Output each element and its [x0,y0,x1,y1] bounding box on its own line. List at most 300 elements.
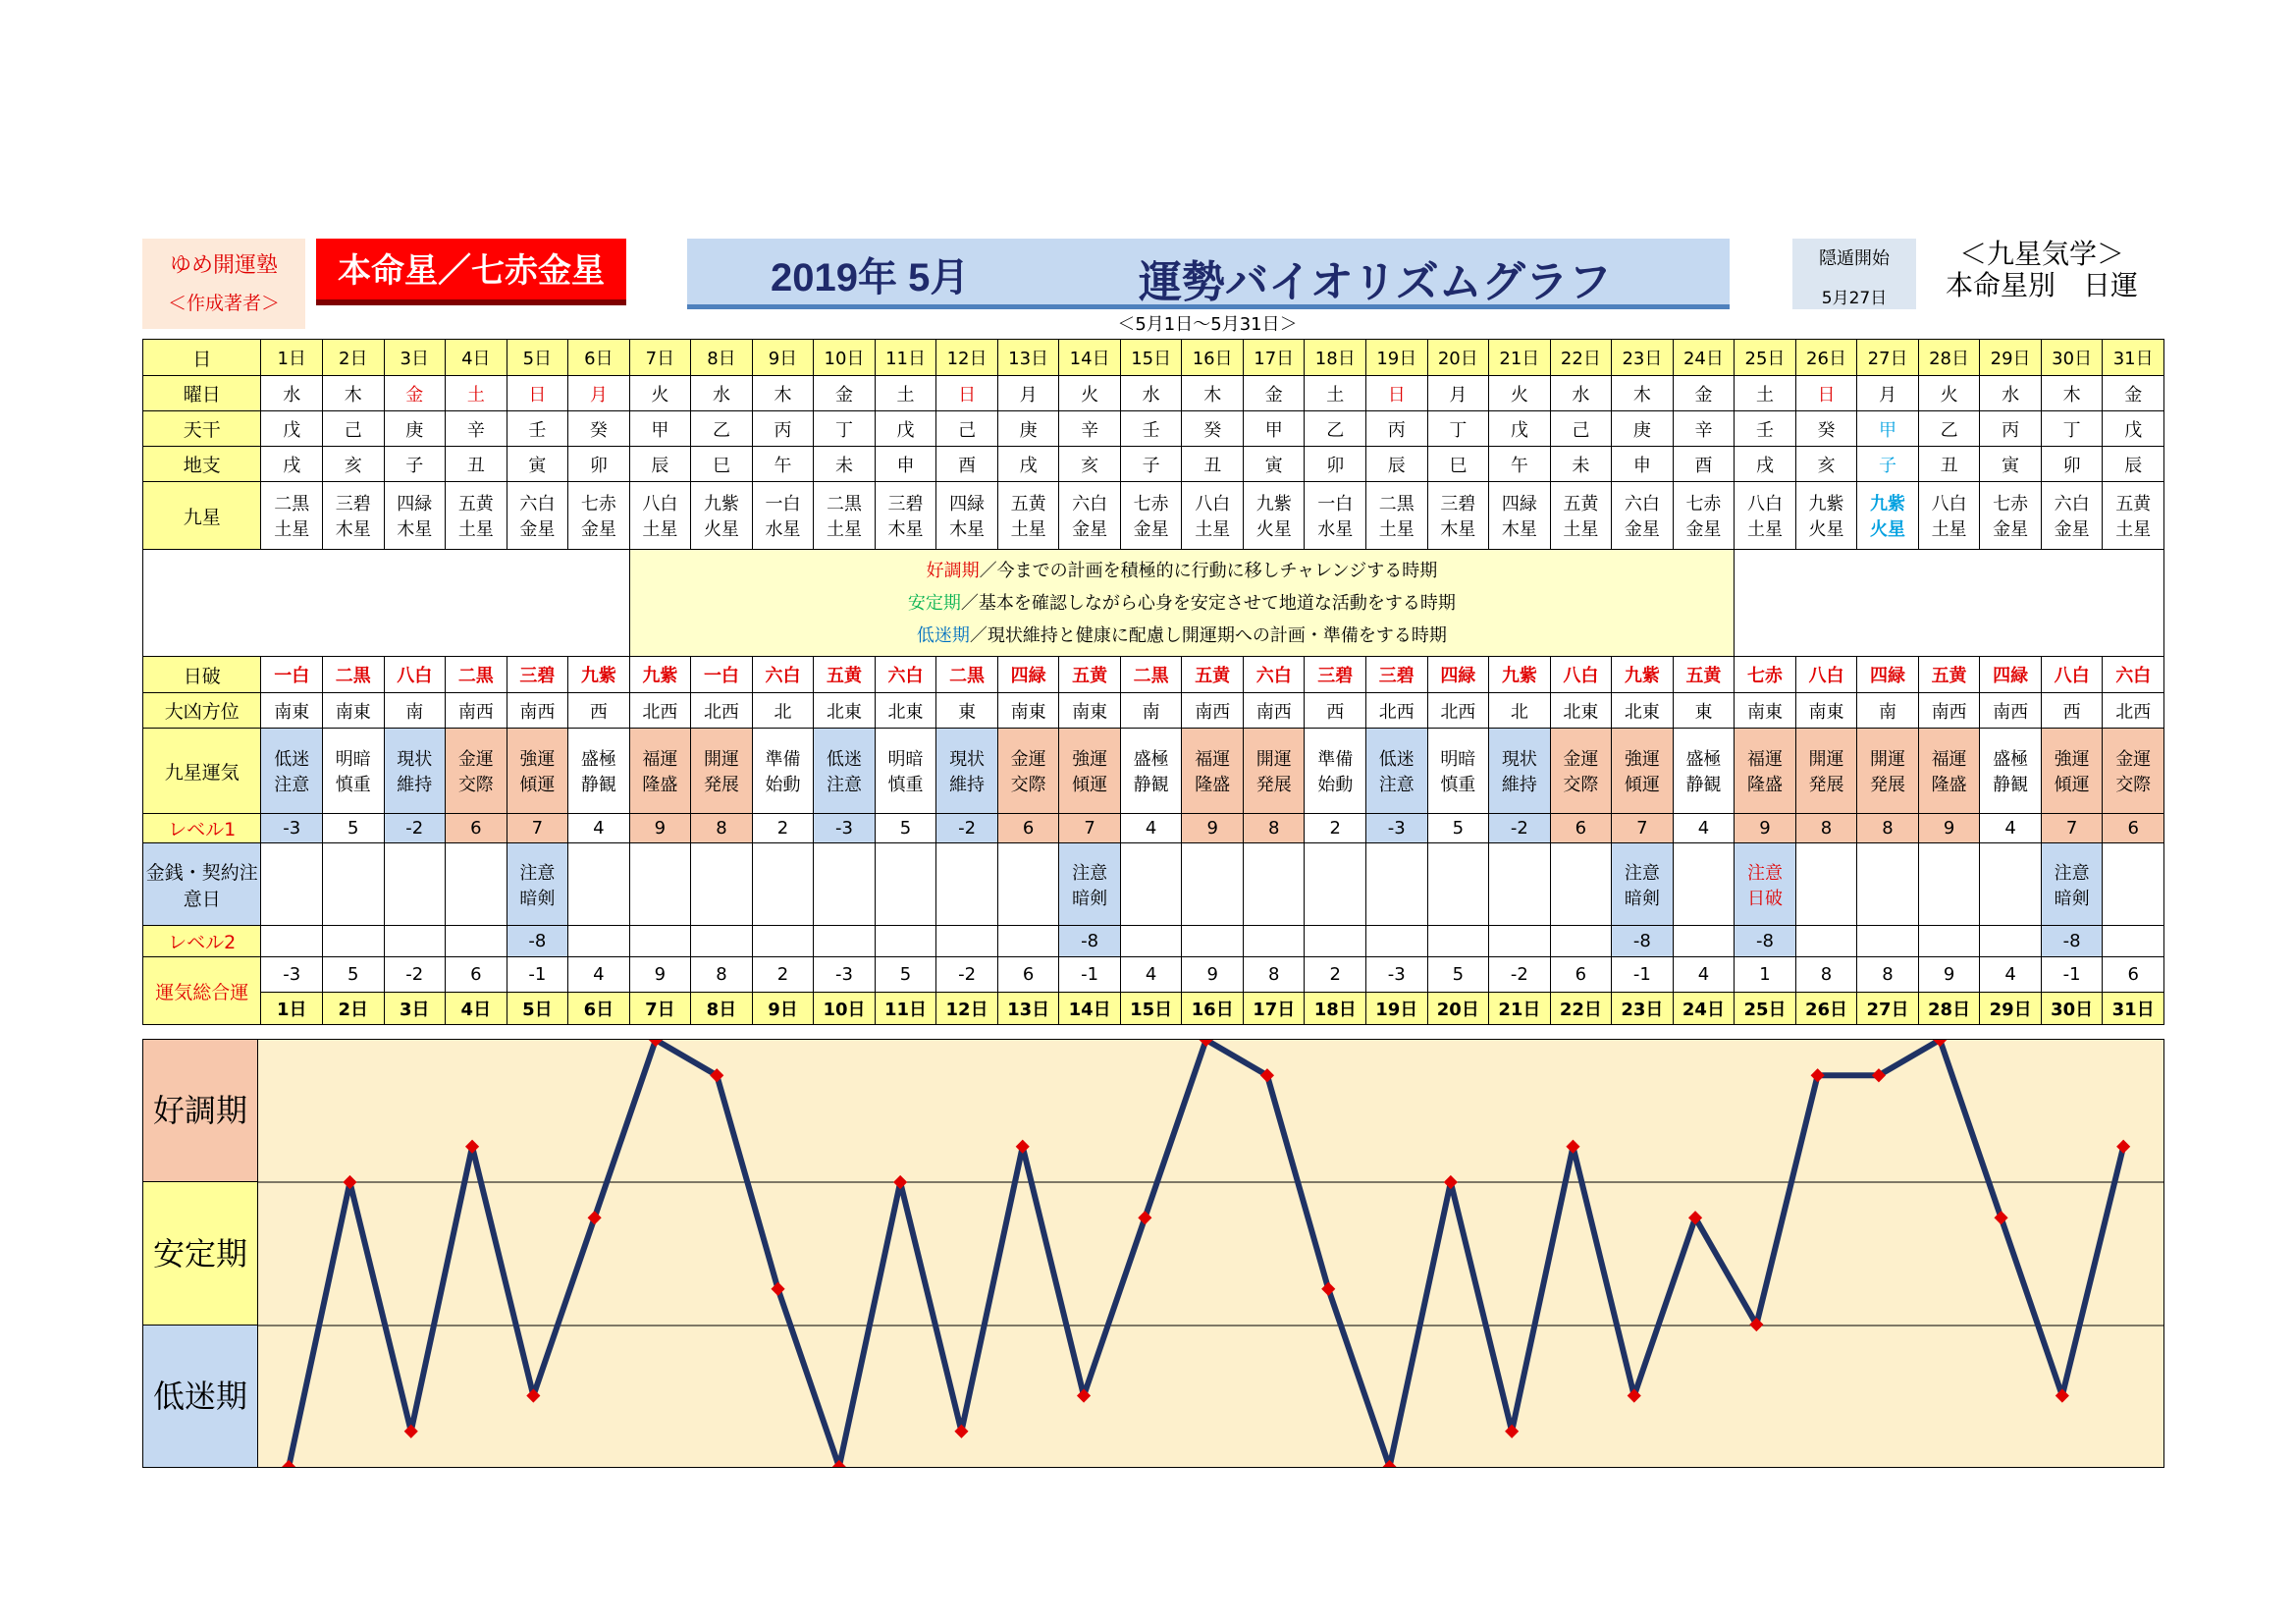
level1-cell: 5 [322,814,384,843]
row-label-tenkan: 天干 [143,411,261,447]
kyusei-star: 五黄 [2115,494,2152,514]
level2-cell [936,926,998,957]
day-header-cell: 15日 [1120,340,1182,376]
chishi-cell: 戌 [261,447,323,482]
chishi-cell: 卯 [568,447,630,482]
kyusei-cell [997,482,1059,550]
level2-cell [1795,926,1857,957]
weekday-cell: 土 [1735,376,1796,411]
unki-cell [1120,729,1182,814]
unki-cell [2103,729,2164,814]
sogo-cell: 4 [568,957,630,993]
date-range: ＜5月1日～5月31日＞ [1117,314,1298,335]
sogo-cell: -1 [507,957,568,993]
kyusei-cell [1735,482,1796,550]
daikyo-cell: 南東 [1795,693,1857,729]
nippa-cell: 三碧 [507,657,568,693]
day-footer-cell: 17日 [1243,993,1305,1025]
legend-term-good: 好調期 [926,560,980,581]
unki-bottom: 維持 [397,775,433,795]
level1-cell: 7 [507,814,568,843]
sogo-cell: 8 [691,957,753,993]
tenkan-cell: 己 [936,411,998,447]
nippa-cell: 二黒 [322,657,384,693]
kyusei-element: 木星 [397,519,433,540]
tenkan-cell: 甲 [1857,411,1919,447]
unki-cell [1059,729,1121,814]
unki-top: 盛極 [580,749,616,770]
day-header-cell: 1日 [261,340,323,376]
unki-cell [814,729,876,814]
chishi-cell: 未 [1550,447,1612,482]
chishi-cell: 丑 [446,447,507,482]
kyusei-cell [936,482,998,550]
unki-top: 盛極 [1685,749,1722,770]
nippa-cell: 八白 [1550,657,1612,693]
day-header-cell: 8日 [691,340,753,376]
nippa-cell: 六白 [752,657,814,693]
weekday-cell: 水 [1120,376,1182,411]
daikyo-cell: 北西 [2103,693,2164,729]
level1-cell: 9 [1918,814,1980,843]
title-year-month: 2019年 5月 [771,256,970,299]
kyusei-cell [629,482,691,550]
kinsen-cell [1612,843,1674,926]
tenkan-cell: 戊 [1489,411,1551,447]
unki-cell [997,729,1059,814]
kinsen-cell [1550,843,1612,926]
level2-cell [1673,926,1735,957]
kyusei-element: 土星 [1010,519,1046,540]
level1-cell: -2 [936,814,998,843]
unki-bottom: 発展 [1255,775,1292,795]
nippa-cell: 八白 [384,657,446,693]
daikyo-cell: 南 [384,693,446,729]
day-header-cell: 16日 [1182,340,1244,376]
level1-cell: -3 [814,814,876,843]
unki-bottom: 隆盛 [1931,775,1967,795]
level2-cell [1980,926,2042,957]
daikyo-cell: 東 [936,693,998,729]
daikyo-cell: 南西 [507,693,568,729]
unki-top: 現状 [1501,749,1537,770]
weekday-cell: 金 [2103,376,2164,411]
tenkan-cell: 庚 [997,411,1059,447]
day-footer-cell: 22日 [1550,993,1612,1025]
kyusei-heading-line1: ＜九星気学＞ [1958,238,2124,270]
kyusei-element: 土星 [1378,519,1415,540]
tenkan-cell: 癸 [1795,411,1857,447]
level2-cell [1305,926,1366,957]
tenkan-cell: 乙 [691,411,753,447]
kinsen-cell [1243,843,1305,926]
sogo-cell: -1 [2041,957,2103,993]
kyusei-element: 金星 [1993,519,2029,540]
day-footer-cell: 31日 [2103,993,2164,1025]
day-footer-cell: 27日 [1857,993,1919,1025]
sogo-cell: 2 [1305,957,1366,993]
kyusei-element: 木星 [1440,519,1476,540]
day-footer-cell: 16日 [1182,993,1244,1025]
unki-cell [568,729,630,814]
daikyo-cell: 南東 [261,693,323,729]
nippa-cell: 七赤 [1735,657,1796,693]
tenkan-cell: 乙 [1918,411,1980,447]
day-footer-cell: 12日 [936,993,998,1025]
level1-cell: 8 [691,814,753,843]
kyusei-element: 火星 [1808,519,1844,540]
nippa-cell: 五黄 [1918,657,1980,693]
day-header-cell: 27日 [1857,340,1919,376]
brand-box [142,239,305,329]
kyusei-star: 五黄 [457,494,494,514]
day-header-cell: 6日 [568,340,630,376]
tenkan-cell: 壬 [1735,411,1796,447]
tenkan-cell: 壬 [1120,411,1182,447]
sogo-cell: 5 [322,957,384,993]
kyusei-cell [1795,482,1857,550]
day-footer-cell: 25日 [1735,993,1796,1025]
kinsen-cell [2041,843,2103,926]
level2-cell [814,926,876,957]
legend-line-stable [630,587,1735,620]
row-label-kyusei: 九星 [143,482,261,550]
sogo-cell: 8 [1243,957,1305,993]
unki-top: 開運 [703,749,739,770]
day-footer-cell: 8日 [691,993,753,1025]
level1-cell: 2 [752,814,814,843]
nippa-cell: 六白 [2103,657,2164,693]
daikyo-cell: 南西 [1243,693,1305,729]
row-label-unki: 九星運気 [143,729,261,814]
unki-top: 盛極 [1133,749,1169,770]
unki-cell [1243,729,1305,814]
day-footer-cell: 9日 [752,993,814,1025]
weekday-cell: 月 [1857,376,1919,411]
weekday-cell: 水 [691,376,753,411]
unki-top: 金運 [457,749,494,770]
daikyo-cell: 北東 [1612,693,1674,729]
title-banner [687,239,1730,309]
level1-cell: -2 [384,814,446,843]
sogo-cell: 2 [752,957,814,993]
level2-cell [1243,926,1305,957]
unki-cell [752,729,814,814]
daikyo-cell: 南西 [1918,693,1980,729]
nippa-cell: 九紫 [629,657,691,693]
kyusei-heading [1924,239,2160,309]
unki-top: 低迷 [1378,749,1415,770]
day-footer-cell: 24日 [1673,993,1735,1025]
level1-cell: 6 [2103,814,2164,843]
kyusei-star: 四緑 [1501,494,1537,514]
chishi-cell: 午 [1489,447,1551,482]
unki-bottom: 始動 [1317,775,1354,795]
level2-cell [568,926,630,957]
tenkan-cell: 癸 [1182,411,1244,447]
unki-top: 金運 [1563,749,1599,770]
chishi-cell: 巳 [691,447,753,482]
sogo-cell: 5 [875,957,936,993]
unki-cell [1795,729,1857,814]
chishi-cell: 子 [1120,447,1182,482]
weekday-cell: 木 [1612,376,1674,411]
chishi-cell: 子 [1857,447,1919,482]
level2-cell [1120,926,1182,957]
unki-bottom: 注意 [1378,775,1415,795]
unki-top: 福運 [1931,749,1967,770]
tenkan-cell: 戊 [875,411,936,447]
unki-bottom: 交際 [457,775,494,795]
sogo-cell: -2 [936,957,998,993]
kyusei-element: 火星 [1870,519,1906,540]
day-footer-cell: 1日 [261,993,323,1025]
level2-cell [691,926,753,957]
kyusei-element: 水星 [1317,519,1354,540]
legend-spacer-right [1735,550,2164,657]
unki-top: 強運 [1624,749,1660,770]
level1-cell: 6 [1550,814,1612,843]
unki-top: 準備 [1317,749,1354,770]
fortune-table [142,339,2164,1025]
weekday-cell: 日 [507,376,568,411]
unki-top: 明暗 [887,749,924,770]
unki-cell [1857,729,1919,814]
kinsen-cell [446,843,507,926]
weekday-cell: 火 [1059,376,1121,411]
tenkan-cell: 辛 [446,411,507,447]
level2-cell [997,926,1059,957]
level2-cell: -8 [1612,926,1674,957]
sogo-cell: 4 [1120,957,1182,993]
legend-text-stable: ／基本を確認しながら心身を安定させて地道な活動をする時期 [960,592,1456,614]
kyusei-element: 金星 [1072,519,1108,540]
day-footer-cell: 4日 [446,993,507,1025]
kyusei-star: 六白 [1072,494,1108,514]
unki-cell [1550,729,1612,814]
tenkan-cell: 丁 [2041,411,2103,447]
weekday-cell: 水 [1980,376,2042,411]
day-header-cell: 18日 [1305,340,1366,376]
level1-cell: 4 [1980,814,2042,843]
kinsen-top: 注意 [1746,862,1783,884]
kyusei-star: 一白 [765,494,801,514]
kinsen-cell [875,843,936,926]
nippa-cell: 一白 [691,657,753,693]
unki-top: 金運 [2115,749,2152,770]
kyusei-element: 土星 [642,519,678,540]
unki-top: 低迷 [274,749,310,770]
day-header-cell: 26日 [1795,340,1857,376]
kyusei-element: 土星 [457,519,494,540]
weekday-cell: 水 [1550,376,1612,411]
unki-bottom: 交際 [1563,775,1599,795]
kinsen-bottom: 暗剣 [1072,888,1108,909]
kyusei-element: 土星 [827,519,862,540]
unki-bottom: 維持 [949,775,986,795]
level2-cell [1427,926,1489,957]
unki-bottom: 維持 [1501,775,1537,795]
weekday-cell: 水 [261,376,323,411]
tenkan-cell: 乙 [1305,411,1366,447]
chart-plot-area [258,1040,2163,1467]
unki-cell [936,729,998,814]
unki-top: 準備 [765,749,801,770]
unki-bottom: 傾運 [2054,775,2090,795]
zone-label-good: 好調期 [143,1040,258,1182]
tenkan-cell: 甲 [629,411,691,447]
nippa-cell: 三碧 [1366,657,1428,693]
kinsen-cell [936,843,998,926]
sogo-cell: 9 [629,957,691,993]
row-label-weekday: 曜日 [143,376,261,411]
chishi-cell: 寅 [1980,447,2042,482]
kyusei-cell [1366,482,1428,550]
day-header-cell: 3日 [384,340,446,376]
kyusei-cell [507,482,568,550]
hidden-start-label: 隠遁開始 [1819,248,1890,269]
unki-cell [1305,729,1366,814]
brand-name: ゆめ開運塾 [169,253,278,278]
kyusei-element: 金星 [519,519,556,540]
daikyo-cell: 南西 [1182,693,1244,729]
unki-cell [1427,729,1489,814]
weekday-cell: 土 [1305,376,1366,411]
level1-cell: 8 [1795,814,1857,843]
chishi-cell: 辰 [629,447,691,482]
level2-cell [1550,926,1612,957]
biorhythm-chart [142,1039,2164,1468]
kyusei-cell [261,482,323,550]
kyusei-cell [322,482,384,550]
unki-bottom: 発展 [703,775,739,795]
kinsen-cell [1120,843,1182,926]
daikyo-cell: 北東 [875,693,936,729]
tenkan-cell: 甲 [1243,411,1305,447]
day-header-cell: 19日 [1366,340,1428,376]
weekday-cell: 日 [1795,376,1857,411]
nippa-cell: 二黒 [446,657,507,693]
kinsen-cell [1857,843,1919,926]
daikyo-cell: 南東 [997,693,1059,729]
kyusei-element: 金星 [1624,519,1660,540]
unki-bottom: 注意 [274,775,310,795]
level1-cell: 6 [446,814,507,843]
unki-cell [261,729,323,814]
weekday-cell: 火 [1489,376,1551,411]
kinsen-bottom: 日破 [1746,888,1783,909]
sogo-cell: 1 [1735,957,1796,993]
kyusei-element: 土星 [274,519,310,540]
kyusei-star: 一白 [1317,494,1354,514]
level2-cell: -8 [1735,926,1796,957]
day-header-cell: 30日 [2041,340,2103,376]
unki-top: 開運 [1808,749,1844,770]
chishi-cell: 申 [1612,447,1674,482]
day-header-cell: 7日 [629,340,691,376]
kyusei-star: 六白 [1624,494,1660,514]
kyusei-star: 九紫 [1808,494,1844,514]
tenkan-cell: 癸 [568,411,630,447]
kyusei-element: 木星 [949,519,986,540]
nippa-cell: 四緑 [997,657,1059,693]
kyusei-cell [1182,482,1244,550]
legend-text-good: ／今までの計画を積極的に行動に移しチャレンジする時期 [979,560,1438,581]
day-footer-cell: 30日 [2041,993,2103,1025]
day-footer-cell: 5日 [507,993,568,1025]
weekday-cell: 日 [936,376,998,411]
day-header-cell: 25日 [1735,340,1796,376]
level2-cell [1366,926,1428,957]
legend-box [629,550,1735,657]
honmei-badge: 本命星／七赤金星 [316,239,626,305]
unki-top: 強運 [519,749,556,770]
sogo-cell: 6 [1550,957,1612,993]
kinsen-cell [814,843,876,926]
level2-cell [1489,926,1551,957]
unki-bottom: 慎重 [335,775,371,795]
sogo-cell: -3 [814,957,876,993]
unki-cell [1182,729,1244,814]
legend-line-low [630,620,1735,652]
sogo-cell: 6 [446,957,507,993]
legend-term-low: 低迷期 [916,624,970,646]
unki-cell [691,729,753,814]
day-footer-cell: 19日 [1366,993,1428,1025]
kinsen-cell [752,843,814,926]
sogo-cell: 4 [1980,957,2042,993]
tenkan-cell: 壬 [507,411,568,447]
day-footer-cell: 20日 [1427,993,1489,1025]
unki-bottom: 隆盛 [1195,775,1231,795]
kinsen-cell [322,843,384,926]
weekday-cell: 木 [752,376,814,411]
nippa-cell: 五黄 [1182,657,1244,693]
unki-top: 開運 [1255,749,1292,770]
daikyo-cell: 北西 [691,693,753,729]
legend-line-good [630,555,1735,587]
kyusei-cell [1489,482,1551,550]
daikyo-cell: 北 [1489,693,1551,729]
daikyo-cell: 北 [752,693,814,729]
daikyo-cell: 南西 [446,693,507,729]
unki-cell [1735,729,1796,814]
unki-bottom: 交際 [2115,775,2152,795]
kinsen-cell [997,843,1059,926]
sogo-cell: 5 [1427,957,1489,993]
zone-label-low: 低迷期 [143,1326,258,1467]
level2-cell [875,926,936,957]
day-footer-cell: 28日 [1918,993,1980,1025]
kyusei-cell [384,482,446,550]
kinsen-top: 注意 [2054,862,2090,884]
kyusei-star: 二黒 [274,494,310,514]
unki-bottom: 静観 [1133,775,1169,795]
chishi-cell: 丑 [1182,447,1244,482]
unki-cell [446,729,507,814]
kyusei-cell [1673,482,1735,550]
kyusei-star: 五黄 [1010,494,1046,514]
sogo-cell: 6 [2103,957,2164,993]
kyusei-star: 三碧 [1440,494,1476,514]
unki-bottom: 隆盛 [1746,775,1783,795]
sogo-cell: -2 [1489,957,1551,993]
unki-bottom: 傾運 [519,775,556,795]
day-footer-cell: 29日 [1980,993,2042,1025]
kinsen-cell [1795,843,1857,926]
kyusei-star: 二黒 [1378,494,1415,514]
sogo-cell: 9 [1918,957,1980,993]
